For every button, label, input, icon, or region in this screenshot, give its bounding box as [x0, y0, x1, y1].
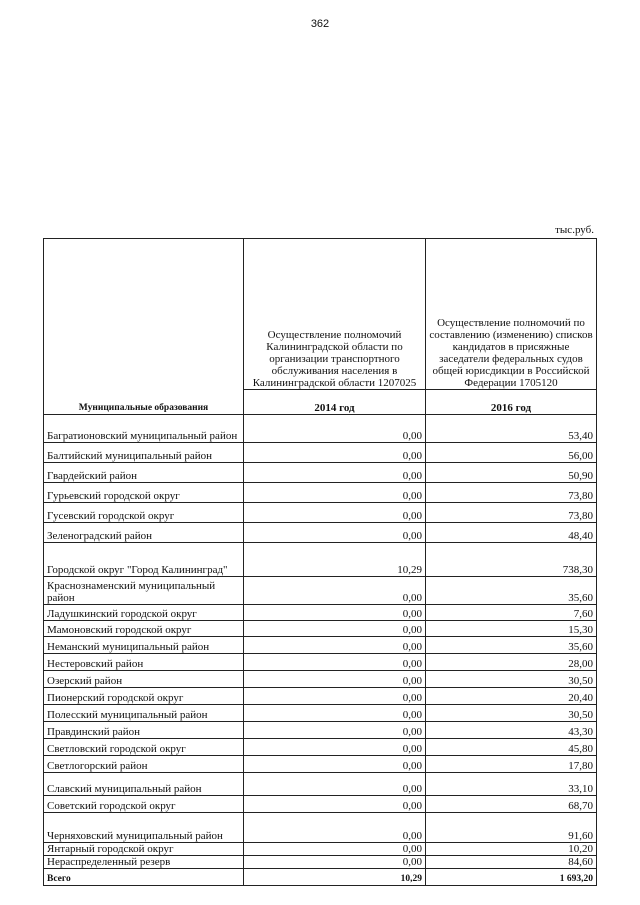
value-2014: 0,00 [244, 463, 426, 483]
table-row [44, 843, 597, 856]
municipality-name: Балтийский муниципальный район [44, 443, 244, 463]
table-row [44, 705, 597, 722]
table-row [44, 621, 597, 637]
value-2014: 0,00 [244, 756, 426, 773]
municipality-name: Гурьевский городской округ [44, 483, 244, 503]
municipality-name: Гусевский городской округ [44, 503, 244, 523]
value-2016: 20,40 [426, 688, 597, 705]
value-2014: 0,00 [244, 621, 426, 637]
table-row [44, 654, 597, 671]
value-2016: 28,00 [426, 654, 597, 671]
value-2014: 0,00 [244, 813, 426, 843]
total-2014: 10,29 [244, 869, 426, 886]
value-2016: 17,80 [426, 756, 597, 773]
value-2014: 0,00 [244, 503, 426, 523]
units-label: тыс.руб. [555, 224, 594, 236]
municipality-name: Зеленоградский район [44, 523, 244, 543]
table-row [44, 773, 597, 796]
value-2016: 56,00 [426, 443, 597, 463]
value-2016: 7,60 [426, 605, 597, 621]
total-row [44, 869, 597, 886]
municipality-name: Краснознаменский муниципальный район [44, 577, 244, 605]
value-2014: 0,00 [244, 722, 426, 739]
table-row [44, 671, 597, 688]
value-2014: 0,00 [244, 843, 426, 856]
value-2014: 0,00 [244, 856, 426, 869]
year-2016-header: 2016 год [426, 390, 597, 415]
municipality-name: Советский городской округ [44, 796, 244, 813]
value-2016: 48,40 [426, 523, 597, 543]
municipality-name: Нестеровский район [44, 654, 244, 671]
table-row [44, 688, 597, 705]
value-2014: 0,00 [244, 443, 426, 463]
value-2014: 0,00 [244, 577, 426, 605]
municipality-name: Янтарный городской округ [44, 843, 244, 856]
table-row [44, 577, 597, 605]
value-2016: 35,60 [426, 577, 597, 605]
value-2014: 10,29 [244, 543, 426, 577]
value-2016: 53,40 [426, 415, 597, 443]
table-row [44, 503, 597, 523]
value-2016: 73,80 [426, 503, 597, 523]
header-transport-powers: Осуществление полномочий Калининградской области по организации транспортного обслуживания населения в Калининградской области 1207025 [244, 239, 426, 390]
municipality-name: Черняховский муниципальный район [44, 813, 244, 843]
municipality-name: Городской округ "Город Калининград" [44, 543, 244, 577]
value-2014: 0,00 [244, 523, 426, 543]
value-2016: 45,80 [426, 739, 597, 756]
value-2014: 0,00 [244, 605, 426, 621]
municipality-name: Пионерский городской округ [44, 688, 244, 705]
value-2016: 33,10 [426, 773, 597, 796]
table-row [44, 756, 597, 773]
municipality-name: Багратионовский муниципальный район [44, 415, 244, 443]
table-row [44, 739, 597, 756]
municipality-name: Озерский район [44, 671, 244, 688]
year-2014-header: 2014 год [244, 390, 426, 415]
table-row [44, 813, 597, 843]
budget-table [43, 238, 597, 886]
table-row [44, 796, 597, 813]
value-2016: 73,80 [426, 483, 597, 503]
header-municipalities: Муниципальные образования [44, 239, 244, 415]
table-row [44, 463, 597, 483]
value-2016: 738,30 [426, 543, 597, 577]
municipality-name: Правдинский район [44, 722, 244, 739]
total-2016: 1 693,20 [426, 869, 597, 886]
header-jury-lists-powers: Осуществление полномочий по составлению (изменению) списков кандидатов в присяжные заседатели федеральных судов общей юрисдикции в Российской Федерации 1705120 [426, 239, 597, 390]
value-2016: 30,50 [426, 705, 597, 722]
value-2016: 68,70 [426, 796, 597, 813]
value-2014: 0,00 [244, 483, 426, 503]
table-row [44, 483, 597, 503]
value-2014: 0,00 [244, 773, 426, 796]
table-row [44, 523, 597, 543]
municipality-name: Ладушкинский городской округ [44, 605, 244, 621]
table-row [44, 722, 597, 739]
value-2014: 0,00 [244, 654, 426, 671]
municipality-name: Неманский муниципальный район [44, 637, 244, 654]
value-2016: 30,50 [426, 671, 597, 688]
value-2016: 15,30 [426, 621, 597, 637]
table-row [44, 443, 597, 463]
table-row [44, 637, 597, 654]
value-2016: 91,60 [426, 813, 597, 843]
table-row [44, 856, 597, 869]
municipality-name: Светловский городской округ [44, 739, 244, 756]
value-2016: 84,60 [426, 856, 597, 869]
value-2014: 0,00 [244, 796, 426, 813]
value-2016: 35,60 [426, 637, 597, 654]
municipality-name: Славский муниципальный район [44, 773, 244, 796]
municipality-name: Светлогорский район [44, 756, 244, 773]
value-2016: 10,20 [426, 843, 597, 856]
page-number: 362 [310, 18, 330, 30]
value-2014: 0,00 [244, 688, 426, 705]
table-row [44, 605, 597, 621]
value-2014: 0,00 [244, 415, 426, 443]
table-row [44, 543, 597, 577]
value-2014: 0,00 [244, 671, 426, 688]
value-2014: 0,00 [244, 705, 426, 722]
table-row [44, 415, 597, 443]
value-2014: 0,00 [244, 739, 426, 756]
value-2016: 43,30 [426, 722, 597, 739]
municipality-name: Мамоновский городской округ [44, 621, 244, 637]
municipality-name: Гвардейский район [44, 463, 244, 483]
municipality-name: Нераспределенный резерв [44, 856, 244, 869]
total-label: Всего [44, 869, 244, 886]
value-2014: 0,00 [244, 637, 426, 654]
municipality-name: Полесский муниципальный район [44, 705, 244, 722]
value-2016: 50,90 [426, 463, 597, 483]
